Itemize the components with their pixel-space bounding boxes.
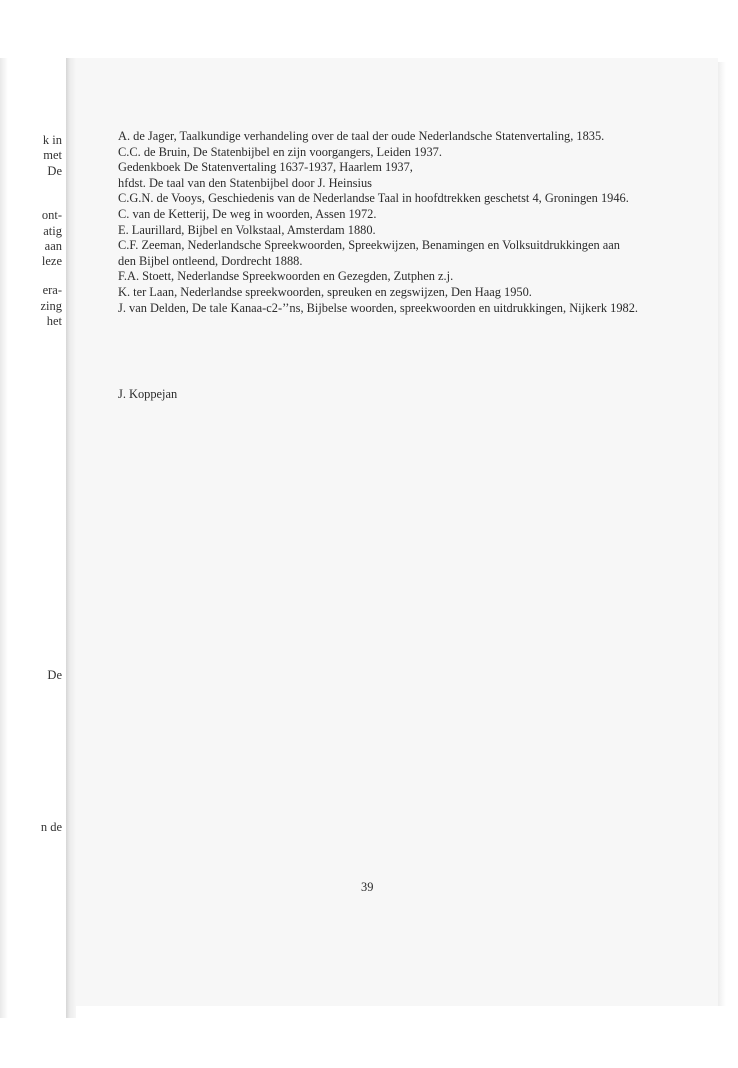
reference-entry: J. van Delden, De tale Kanaa-c2-’’ns, Bijbelse woorden, spreekwoorden en uitdrukkingen, Nijkerk 1982.: [118, 300, 639, 315]
left-text-fragment: aan: [44, 239, 62, 253]
reference-entry: F.A. Stoett, Nederlandse Spreekwoorden en Gezegden, Zutphen z.j.: [118, 269, 454, 284]
left-page-fragment: [0, 58, 66, 1018]
page-edge-shadow: [718, 62, 726, 1006]
left-text-fragment: De: [47, 668, 62, 682]
left-text-fragment: k in: [42, 133, 62, 147]
reference-entry: K. ter Laan, Nederlandse spreekwoorden, spreuken en zegswijzen, Den Haag 1950.: [118, 284, 532, 299]
left-text-fragment: era-: [42, 283, 62, 297]
reference-entry: E. Laurillard, Bijbel en Volkstaal, Amsterdam 1880.: [118, 222, 376, 237]
left-text-fragment: n de: [40, 820, 62, 834]
page-number: 39: [361, 880, 374, 894]
left-page-edge-shadow: [0, 58, 8, 1018]
reference-entry: C.F. Zeeman, Nederlandsche Spreekwoorden, Spreekwijzen, Benamingen en Volksuitdrukkingen aan den Bijbel ontleend, Dordrecht 1888.: [118, 238, 620, 268]
left-text-fragment: met: [43, 148, 62, 162]
reference-entry: C.C. de Bruin, De Statenbijbel en zijn voorgangers, Leiden 1937.: [118, 144, 442, 159]
book-spine: [66, 58, 76, 1018]
reference-list: [118, 129, 640, 316]
left-text-fragment: ont-: [41, 208, 62, 222]
left-text-fragment: De: [47, 164, 62, 178]
reference-entry: C. van de Ketterij, De weg in woorden, Assen 1972.: [118, 206, 377, 221]
author-signature: J. Koppejan: [118, 387, 178, 401]
left-text-fragment: zing: [40, 299, 62, 313]
left-text-fragment: atig: [43, 224, 62, 238]
reference-entry: hfdst. De taal van den Statenbijbel door J. Heinsius: [118, 175, 372, 190]
reference-entry: A. de Jager, Taalkundige verhandeling over de taal der oude Nederlandsche Statenvertaling, 1835.: [118, 129, 605, 143]
left-text-fragment: leze: [41, 254, 62, 268]
left-text-fragment: het: [46, 314, 62, 328]
reference-entry: C.G.N. de Vooys, Geschiedenis van de Nederlandse Taal in hoofdtrekken geschetst 4, Groningen 1946.: [118, 191, 629, 206]
page: [76, 58, 718, 1006]
reference-entry: Gedenkboek De Statenvertaling 1637-1937, Haarlem 1937,: [118, 160, 413, 175]
